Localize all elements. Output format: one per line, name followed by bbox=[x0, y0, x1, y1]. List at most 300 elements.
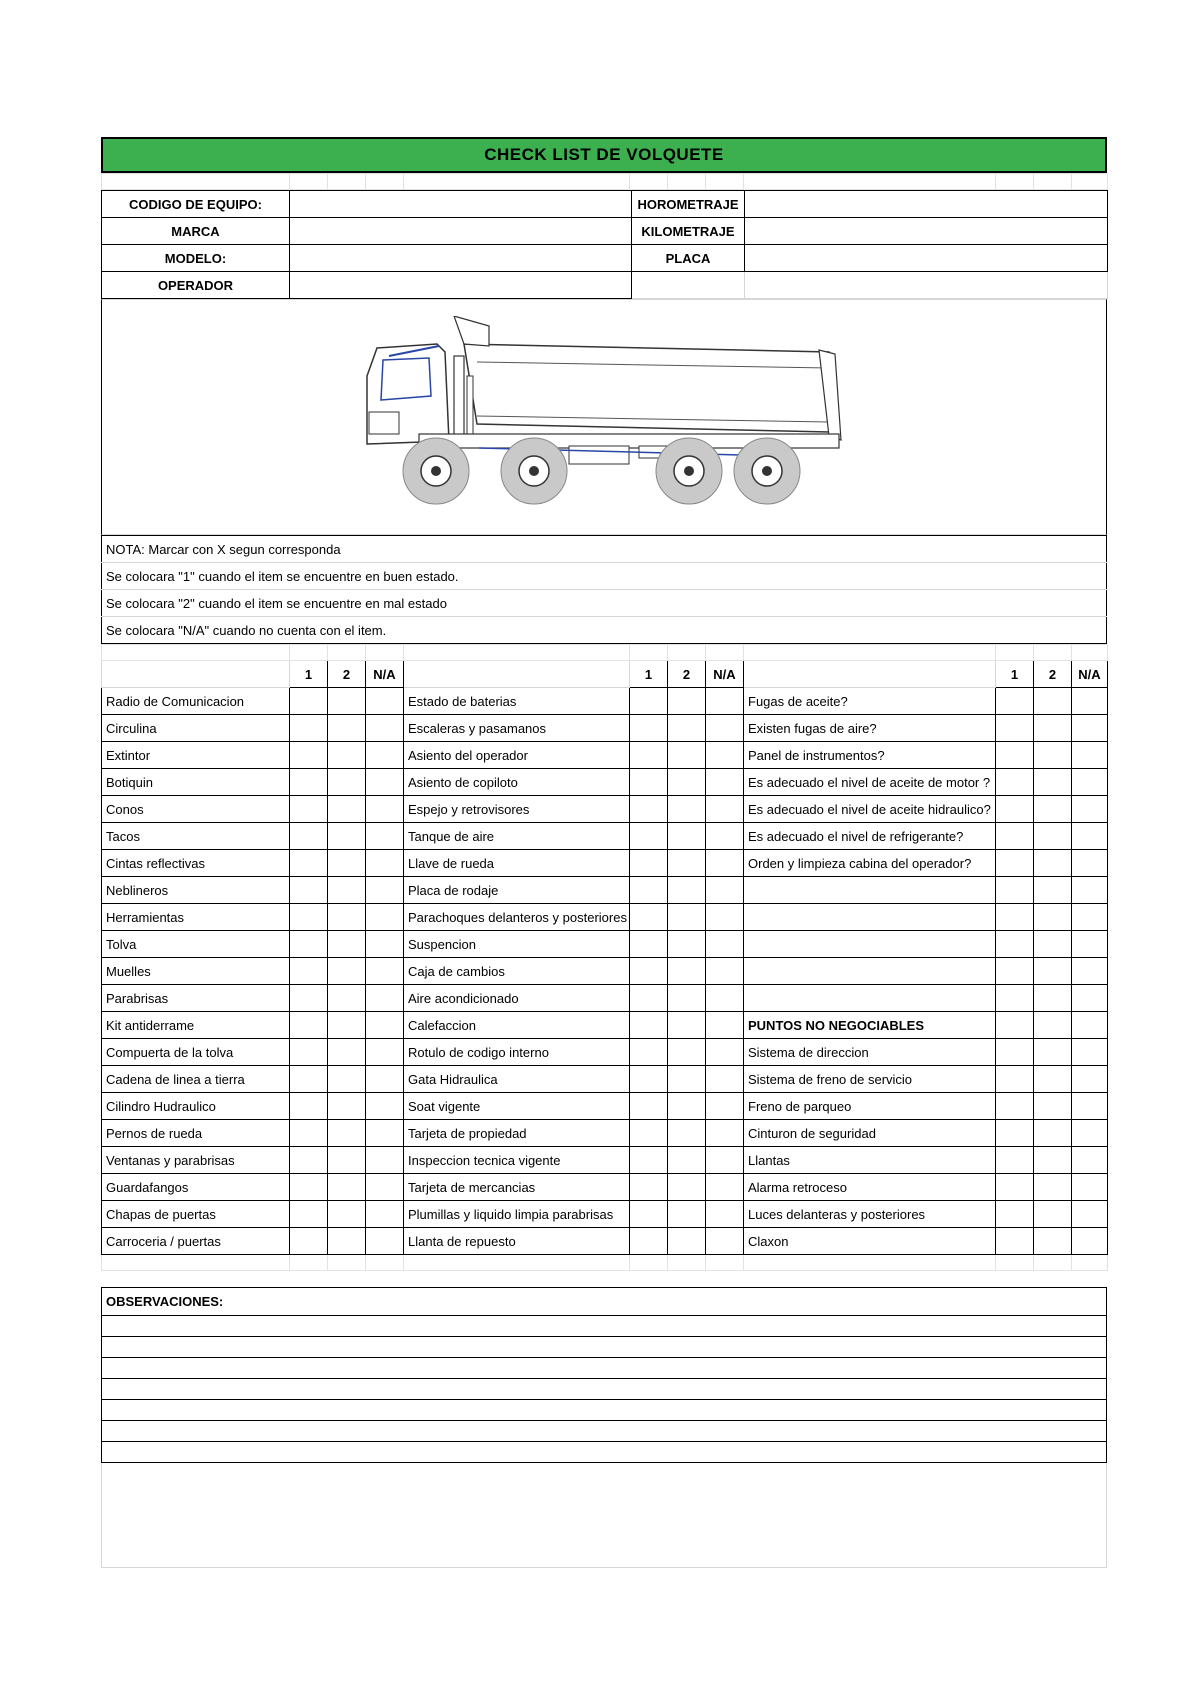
check-cell[interactable] bbox=[290, 1120, 328, 1147]
check-cell[interactable] bbox=[328, 850, 366, 877]
check-cell[interactable] bbox=[630, 877, 668, 904]
observaciones-line[interactable] bbox=[102, 1316, 1106, 1337]
check-cell[interactable] bbox=[630, 796, 668, 823]
check-cell[interactable] bbox=[630, 958, 668, 985]
table-row bbox=[102, 1147, 1108, 1174]
check-cell[interactable] bbox=[996, 1066, 1034, 1093]
checklist-item-label: Estado de baterias bbox=[404, 688, 630, 715]
checklist-item-label: Cadena de linea a tierra bbox=[102, 1066, 290, 1093]
check-cell[interactable] bbox=[668, 877, 706, 904]
checklist-item-label: Llave de rueda bbox=[404, 850, 630, 877]
checklist-item-label: Alarma retroceso bbox=[744, 1174, 996, 1201]
table-row bbox=[102, 1012, 1108, 1039]
check-cell[interactable] bbox=[668, 1147, 706, 1174]
checklist-item-label: Tarjeta de propiedad bbox=[404, 1120, 630, 1147]
check-cell[interactable] bbox=[996, 904, 1034, 931]
check-cell[interactable] bbox=[290, 1201, 328, 1228]
check-cell[interactable] bbox=[366, 1201, 404, 1228]
checklist-item-label: Plumillas y liquido limpia parabrisas bbox=[404, 1201, 630, 1228]
checklist-item-label: Tolva bbox=[102, 931, 290, 958]
check-cell[interactable] bbox=[1072, 715, 1108, 742]
checklist-item-label: Circulina bbox=[102, 715, 290, 742]
checklist-item-label: Es adecuado el nivel de aceite de motor ? bbox=[744, 769, 996, 796]
check-cell[interactable] bbox=[668, 715, 706, 742]
checklist-item-label: Orden y limpieza cabina del operador? bbox=[744, 850, 996, 877]
check-cell[interactable] bbox=[668, 1228, 706, 1255]
dump-truck-illustration bbox=[359, 316, 859, 506]
check-cell[interactable] bbox=[366, 877, 404, 904]
checklist-item-label: Asiento de copiloto bbox=[404, 769, 630, 796]
check-cell[interactable] bbox=[668, 931, 706, 958]
check-cell[interactable] bbox=[366, 1012, 404, 1039]
check-cell[interactable] bbox=[996, 1012, 1034, 1039]
check-cell[interactable] bbox=[328, 904, 366, 931]
column-header: N/A bbox=[366, 661, 404, 688]
check-cell[interactable] bbox=[366, 1039, 404, 1066]
checklist-item-label: Placa de rodaje bbox=[404, 877, 630, 904]
check-cell[interactable] bbox=[290, 1228, 328, 1255]
check-cell[interactable] bbox=[328, 769, 366, 796]
checklist-item-label: Luces delanteras y posteriores bbox=[744, 1201, 996, 1228]
page-title: CHECK LIST DE VOLQUETE bbox=[101, 137, 1107, 173]
check-cell[interactable] bbox=[630, 823, 668, 850]
check-cell[interactable] bbox=[630, 1120, 668, 1147]
check-cell[interactable] bbox=[366, 1093, 404, 1120]
check-cell[interactable] bbox=[630, 850, 668, 877]
check-cell[interactable] bbox=[366, 1147, 404, 1174]
kilometraje-label: KILOMETRAJE bbox=[632, 218, 745, 245]
checklist-item-label: Cilindro Hudraulico bbox=[102, 1093, 290, 1120]
check-cell[interactable] bbox=[366, 1066, 404, 1093]
placa-label: PLACA bbox=[632, 245, 745, 272]
check-cell[interactable] bbox=[290, 904, 328, 931]
operador-field[interactable] bbox=[290, 272, 632, 299]
check-cell[interactable] bbox=[1034, 1012, 1072, 1039]
check-cell[interactable] bbox=[630, 1174, 668, 1201]
observaciones-line[interactable] bbox=[102, 1379, 1106, 1400]
check-cell[interactable] bbox=[706, 823, 744, 850]
check-cell[interactable] bbox=[1072, 931, 1108, 958]
check-cell[interactable] bbox=[706, 904, 744, 931]
table-row bbox=[102, 796, 1108, 823]
checklist-item-label: Llantas bbox=[744, 1147, 996, 1174]
observaciones-label: OBSERVACIONES: bbox=[102, 1288, 1106, 1316]
check-cell[interactable] bbox=[996, 1201, 1034, 1228]
check-cell[interactable] bbox=[668, 742, 706, 769]
checklist-item-label: Botiquin bbox=[102, 769, 290, 796]
checklist-item-label: Guardafangos bbox=[102, 1174, 290, 1201]
check-cell[interactable] bbox=[996, 1147, 1034, 1174]
check-cell[interactable] bbox=[706, 850, 744, 877]
check-cell[interactable] bbox=[996, 796, 1034, 823]
note-line: Se colocara "2" cuando el item se encuentre en mal estado bbox=[102, 590, 1107, 617]
check-cell[interactable] bbox=[366, 742, 404, 769]
check-cell[interactable] bbox=[1072, 796, 1108, 823]
check-cell[interactable] bbox=[366, 958, 404, 985]
table-row bbox=[102, 877, 1108, 904]
checklist-item-label: Espejo y retrovisores bbox=[404, 796, 630, 823]
check-cell[interactable] bbox=[996, 715, 1034, 742]
check-cell[interactable] bbox=[630, 688, 668, 715]
checklist-item-label: Suspencion bbox=[404, 931, 630, 958]
observaciones-line[interactable] bbox=[102, 1358, 1106, 1379]
observaciones-line[interactable] bbox=[102, 1337, 1106, 1358]
check-cell[interactable] bbox=[366, 1120, 404, 1147]
notes-table bbox=[101, 535, 1107, 644]
check-cell[interactable] bbox=[1034, 1120, 1072, 1147]
check-cell[interactable] bbox=[1072, 1120, 1108, 1147]
check-cell[interactable] bbox=[668, 958, 706, 985]
check-cell[interactable] bbox=[1072, 1201, 1108, 1228]
check-cell[interactable] bbox=[630, 985, 668, 1012]
check-cell[interactable] bbox=[996, 742, 1034, 769]
check-cell[interactable] bbox=[668, 1012, 706, 1039]
checklist-item-label: Escaleras y pasamanos bbox=[404, 715, 630, 742]
column-header: 2 bbox=[668, 661, 706, 688]
check-cell[interactable] bbox=[328, 1039, 366, 1066]
checklist-item-label: Asiento del operador bbox=[404, 742, 630, 769]
check-cell[interactable] bbox=[1034, 823, 1072, 850]
checklist-item-label: Tarjeta de mercancias bbox=[404, 1174, 630, 1201]
checklist-item-label: Inspeccion tecnica vigente bbox=[404, 1147, 630, 1174]
check-cell[interactable] bbox=[1072, 1012, 1108, 1039]
table-row bbox=[102, 742, 1108, 769]
check-cell[interactable] bbox=[668, 1120, 706, 1147]
kilometraje-field[interactable] bbox=[745, 218, 1108, 245]
note-line: Se colocara "N/A" cuando no cuenta con el item. bbox=[102, 617, 1107, 644]
check-cell[interactable] bbox=[630, 715, 668, 742]
check-cell[interactable] bbox=[1072, 904, 1108, 931]
check-cell[interactable] bbox=[668, 823, 706, 850]
checklist-item-label: Panel de instrumentos? bbox=[744, 742, 996, 769]
check-cell[interactable] bbox=[290, 715, 328, 742]
table-row bbox=[102, 823, 1108, 850]
check-cell[interactable] bbox=[328, 715, 366, 742]
check-cell[interactable] bbox=[328, 958, 366, 985]
marca-field[interactable] bbox=[290, 218, 632, 245]
check-cell[interactable] bbox=[1034, 931, 1072, 958]
check-cell[interactable] bbox=[366, 904, 404, 931]
check-cell[interactable] bbox=[328, 1147, 366, 1174]
checklist-item-label: Muelles bbox=[102, 958, 290, 985]
check-cell[interactable] bbox=[328, 796, 366, 823]
column-header: N/A bbox=[706, 661, 744, 688]
check-cell[interactable] bbox=[1034, 688, 1072, 715]
check-cell[interactable] bbox=[290, 1147, 328, 1174]
check-cell[interactable] bbox=[1072, 1066, 1108, 1093]
checklist-item-label: Parabrisas bbox=[102, 985, 290, 1012]
observaciones-line[interactable] bbox=[102, 1442, 1106, 1462]
check-cell[interactable] bbox=[630, 1228, 668, 1255]
check-cell[interactable] bbox=[328, 1174, 366, 1201]
checklist-item-label: Tanque de aire bbox=[404, 823, 630, 850]
check-cell[interactable] bbox=[328, 1012, 366, 1039]
check-cell[interactable] bbox=[1034, 1093, 1072, 1120]
check-cell[interactable] bbox=[290, 1093, 328, 1120]
check-cell[interactable] bbox=[996, 1228, 1034, 1255]
table-row bbox=[102, 850, 1108, 877]
table-row bbox=[102, 1174, 1108, 1201]
check-cell[interactable] bbox=[1072, 1228, 1108, 1255]
column-header: 1 bbox=[290, 661, 328, 688]
check-cell[interactable] bbox=[630, 769, 668, 796]
check-cell[interactable] bbox=[290, 850, 328, 877]
check-cell[interactable] bbox=[1034, 904, 1072, 931]
checklist-item-label: Neblineros bbox=[102, 877, 290, 904]
check-cell[interactable] bbox=[668, 769, 706, 796]
checklist-item-label bbox=[744, 931, 996, 958]
check-cell[interactable] bbox=[1072, 1174, 1108, 1201]
check-cell[interactable] bbox=[706, 985, 744, 1012]
placa-field[interactable] bbox=[745, 245, 1108, 272]
check-cell[interactable] bbox=[1072, 742, 1108, 769]
check-cell[interactable] bbox=[706, 688, 744, 715]
check-cell[interactable] bbox=[996, 1174, 1034, 1201]
checklist-item-label bbox=[744, 985, 996, 1012]
check-cell[interactable] bbox=[668, 1066, 706, 1093]
checklist-item-label: Ventanas y parabrisas bbox=[102, 1147, 290, 1174]
check-cell[interactable] bbox=[1072, 958, 1108, 985]
check-cell[interactable] bbox=[290, 1174, 328, 1201]
checklist-item-label: PUNTOS NO NEGOCIABLES bbox=[744, 1012, 996, 1039]
check-cell[interactable] bbox=[328, 931, 366, 958]
check-cell[interactable] bbox=[366, 823, 404, 850]
checklist-item-label: Calefaccion bbox=[404, 1012, 630, 1039]
check-cell[interactable] bbox=[290, 985, 328, 1012]
check-cell[interactable] bbox=[630, 742, 668, 769]
check-cell[interactable] bbox=[668, 1201, 706, 1228]
check-cell[interactable] bbox=[630, 1201, 668, 1228]
operador-label: OPERADOR bbox=[102, 272, 290, 299]
check-cell[interactable] bbox=[1034, 715, 1072, 742]
checklist-item-label: Conos bbox=[102, 796, 290, 823]
note-line: NOTA: Marcar con X segun corresponda bbox=[102, 536, 1107, 563]
table-row bbox=[102, 931, 1108, 958]
check-cell[interactable] bbox=[1034, 1039, 1072, 1066]
column-header: 1 bbox=[996, 661, 1034, 688]
check-cell[interactable] bbox=[630, 1093, 668, 1120]
check-cell[interactable] bbox=[706, 715, 744, 742]
observaciones-line[interactable] bbox=[102, 1421, 1106, 1442]
check-cell[interactable] bbox=[1034, 985, 1072, 1012]
check-cell[interactable] bbox=[1072, 769, 1108, 796]
check-cell[interactable] bbox=[706, 742, 744, 769]
column-header: 1 bbox=[630, 661, 668, 688]
check-cell[interactable] bbox=[706, 1147, 744, 1174]
check-cell[interactable] bbox=[290, 1012, 328, 1039]
checklist-item-label: Compuerta de la tolva bbox=[102, 1039, 290, 1066]
check-cell[interactable] bbox=[290, 958, 328, 985]
check-cell[interactable] bbox=[1072, 1147, 1108, 1174]
check-cell[interactable] bbox=[290, 877, 328, 904]
check-cell[interactable] bbox=[996, 985, 1034, 1012]
check-cell[interactable] bbox=[630, 1147, 668, 1174]
checklist-table bbox=[101, 644, 1108, 1271]
check-cell[interactable] bbox=[706, 1093, 744, 1120]
checklist-item-label bbox=[744, 904, 996, 931]
check-cell[interactable] bbox=[996, 1093, 1034, 1120]
check-cell[interactable] bbox=[328, 1120, 366, 1147]
check-cell[interactable] bbox=[290, 688, 328, 715]
check-cell[interactable] bbox=[1072, 688, 1108, 715]
check-cell[interactable] bbox=[290, 742, 328, 769]
check-cell[interactable] bbox=[706, 1120, 744, 1147]
bottom-blank-area bbox=[101, 1463, 1107, 1568]
check-cell[interactable] bbox=[366, 1228, 404, 1255]
check-cell[interactable] bbox=[996, 850, 1034, 877]
checklist-item-label: Freno de parqueo bbox=[744, 1093, 996, 1120]
check-cell[interactable] bbox=[706, 1039, 744, 1066]
check-cell[interactable] bbox=[328, 1228, 366, 1255]
check-cell[interactable] bbox=[366, 1174, 404, 1201]
check-cell[interactable] bbox=[668, 850, 706, 877]
checklist-item-label: Kit antiderrame bbox=[102, 1012, 290, 1039]
check-cell[interactable] bbox=[328, 1201, 366, 1228]
check-cell[interactable] bbox=[706, 1228, 744, 1255]
check-cell[interactable] bbox=[290, 796, 328, 823]
check-cell[interactable] bbox=[668, 1093, 706, 1120]
check-cell[interactable] bbox=[1072, 1039, 1108, 1066]
check-cell[interactable] bbox=[706, 796, 744, 823]
check-cell[interactable] bbox=[366, 985, 404, 1012]
check-cell[interactable] bbox=[1034, 742, 1072, 769]
check-cell[interactable] bbox=[706, 1174, 744, 1201]
check-cell[interactable] bbox=[630, 1066, 668, 1093]
equipment-info-table bbox=[101, 190, 1108, 299]
horometraje-field[interactable] bbox=[745, 191, 1108, 218]
marca-label: MARCA bbox=[102, 218, 290, 245]
check-cell[interactable] bbox=[668, 688, 706, 715]
check-cell[interactable] bbox=[706, 769, 744, 796]
table-row bbox=[102, 1201, 1108, 1228]
check-cell[interactable] bbox=[630, 1012, 668, 1039]
check-cell[interactable] bbox=[996, 769, 1034, 796]
checklist-header-row bbox=[102, 661, 1108, 688]
check-cell[interactable] bbox=[1072, 877, 1108, 904]
check-cell[interactable] bbox=[668, 1174, 706, 1201]
check-cell[interactable] bbox=[1034, 1201, 1072, 1228]
check-cell[interactable] bbox=[706, 1201, 744, 1228]
check-cell[interactable] bbox=[706, 958, 744, 985]
table-row bbox=[102, 958, 1108, 985]
check-cell[interactable] bbox=[328, 823, 366, 850]
column-header: N/A bbox=[1072, 661, 1108, 688]
check-cell[interactable] bbox=[996, 1039, 1034, 1066]
modelo-label: MODELO: bbox=[102, 245, 290, 272]
checklist-item-label: Existen fugas de aire? bbox=[744, 715, 996, 742]
check-cell[interactable] bbox=[1034, 1228, 1072, 1255]
check-cell[interactable] bbox=[366, 715, 404, 742]
table-row bbox=[102, 1066, 1108, 1093]
check-cell[interactable] bbox=[1034, 850, 1072, 877]
check-cell[interactable] bbox=[328, 877, 366, 904]
checklist-item-label: Sistema de direccion bbox=[744, 1039, 996, 1066]
check-cell[interactable] bbox=[996, 931, 1034, 958]
checklist-item-label: Extintor bbox=[102, 742, 290, 769]
check-cell[interactable] bbox=[1034, 958, 1072, 985]
checklist-item-label: Chapas de puertas bbox=[102, 1201, 290, 1228]
checklist-item-label: Es adecuado el nivel de aceite hidraulico? bbox=[744, 796, 996, 823]
check-cell[interactable] bbox=[1072, 823, 1108, 850]
codigo-field[interactable] bbox=[290, 191, 632, 218]
check-cell[interactable] bbox=[996, 823, 1034, 850]
spacer-top bbox=[101, 173, 1108, 190]
check-cell[interactable] bbox=[668, 1039, 706, 1066]
check-cell[interactable] bbox=[996, 958, 1034, 985]
check-cell[interactable] bbox=[706, 931, 744, 958]
checklist-sheet bbox=[101, 137, 1107, 1568]
checklist-item-label: Rotulo de codigo interno bbox=[404, 1039, 630, 1066]
check-cell[interactable] bbox=[706, 1066, 744, 1093]
check-cell[interactable] bbox=[290, 1039, 328, 1066]
check-cell[interactable] bbox=[668, 985, 706, 1012]
check-cell[interactable] bbox=[1072, 850, 1108, 877]
check-cell[interactable] bbox=[706, 877, 744, 904]
check-cell[interactable] bbox=[290, 931, 328, 958]
modelo-field[interactable] bbox=[290, 245, 632, 272]
check-cell[interactable] bbox=[290, 1066, 328, 1093]
check-cell[interactable] bbox=[290, 769, 328, 796]
checklist-item-label: Sistema de freno de servicio bbox=[744, 1066, 996, 1093]
checklist-item-label: Herramientas bbox=[102, 904, 290, 931]
checklist-item-label: Es adecuado el nivel de refrigerante? bbox=[744, 823, 996, 850]
check-cell[interactable] bbox=[328, 742, 366, 769]
note-line: Se colocara "1" cuando el item se encuentre en buen estado. bbox=[102, 563, 1107, 590]
check-cell[interactable] bbox=[1072, 985, 1108, 1012]
check-cell[interactable] bbox=[630, 931, 668, 958]
check-cell[interactable] bbox=[996, 1120, 1034, 1147]
table-row bbox=[102, 904, 1108, 931]
check-cell[interactable] bbox=[668, 904, 706, 931]
observaciones-line[interactable] bbox=[102, 1400, 1106, 1421]
truck-image-area bbox=[101, 299, 1107, 535]
check-cell[interactable] bbox=[630, 1039, 668, 1066]
check-cell[interactable] bbox=[366, 850, 404, 877]
check-cell[interactable] bbox=[366, 796, 404, 823]
table-row bbox=[102, 1093, 1108, 1120]
checklist-item-label: Carroceria / puertas bbox=[102, 1228, 290, 1255]
check-cell[interactable] bbox=[1034, 1066, 1072, 1093]
checklist-item-label: Cintas reflectivas bbox=[102, 850, 290, 877]
check-cell[interactable] bbox=[1034, 1147, 1072, 1174]
check-cell[interactable] bbox=[1034, 769, 1072, 796]
check-cell[interactable] bbox=[290, 823, 328, 850]
check-cell[interactable] bbox=[366, 931, 404, 958]
check-cell[interactable] bbox=[996, 688, 1034, 715]
checklist-item-label: Radio de Comunicacion bbox=[102, 688, 290, 715]
table-row bbox=[102, 1039, 1108, 1066]
check-cell[interactable] bbox=[328, 1093, 366, 1120]
check-cell[interactable] bbox=[1034, 796, 1072, 823]
check-cell[interactable] bbox=[366, 769, 404, 796]
check-cell[interactable] bbox=[706, 1012, 744, 1039]
check-cell[interactable] bbox=[366, 688, 404, 715]
check-cell[interactable] bbox=[1034, 1174, 1072, 1201]
check-cell[interactable] bbox=[630, 904, 668, 931]
table-row bbox=[102, 688, 1108, 715]
check-cell[interactable] bbox=[328, 688, 366, 715]
check-cell[interactable] bbox=[1072, 1093, 1108, 1120]
check-cell[interactable] bbox=[328, 985, 366, 1012]
table-row bbox=[102, 715, 1108, 742]
check-cell[interactable] bbox=[328, 1066, 366, 1093]
check-cell[interactable] bbox=[996, 877, 1034, 904]
observaciones-section bbox=[101, 1287, 1107, 1463]
check-cell[interactable] bbox=[668, 796, 706, 823]
horometraje-label: HOROMETRAJE bbox=[632, 191, 745, 218]
table-row bbox=[102, 1120, 1108, 1147]
check-cell[interactable] bbox=[1034, 877, 1072, 904]
